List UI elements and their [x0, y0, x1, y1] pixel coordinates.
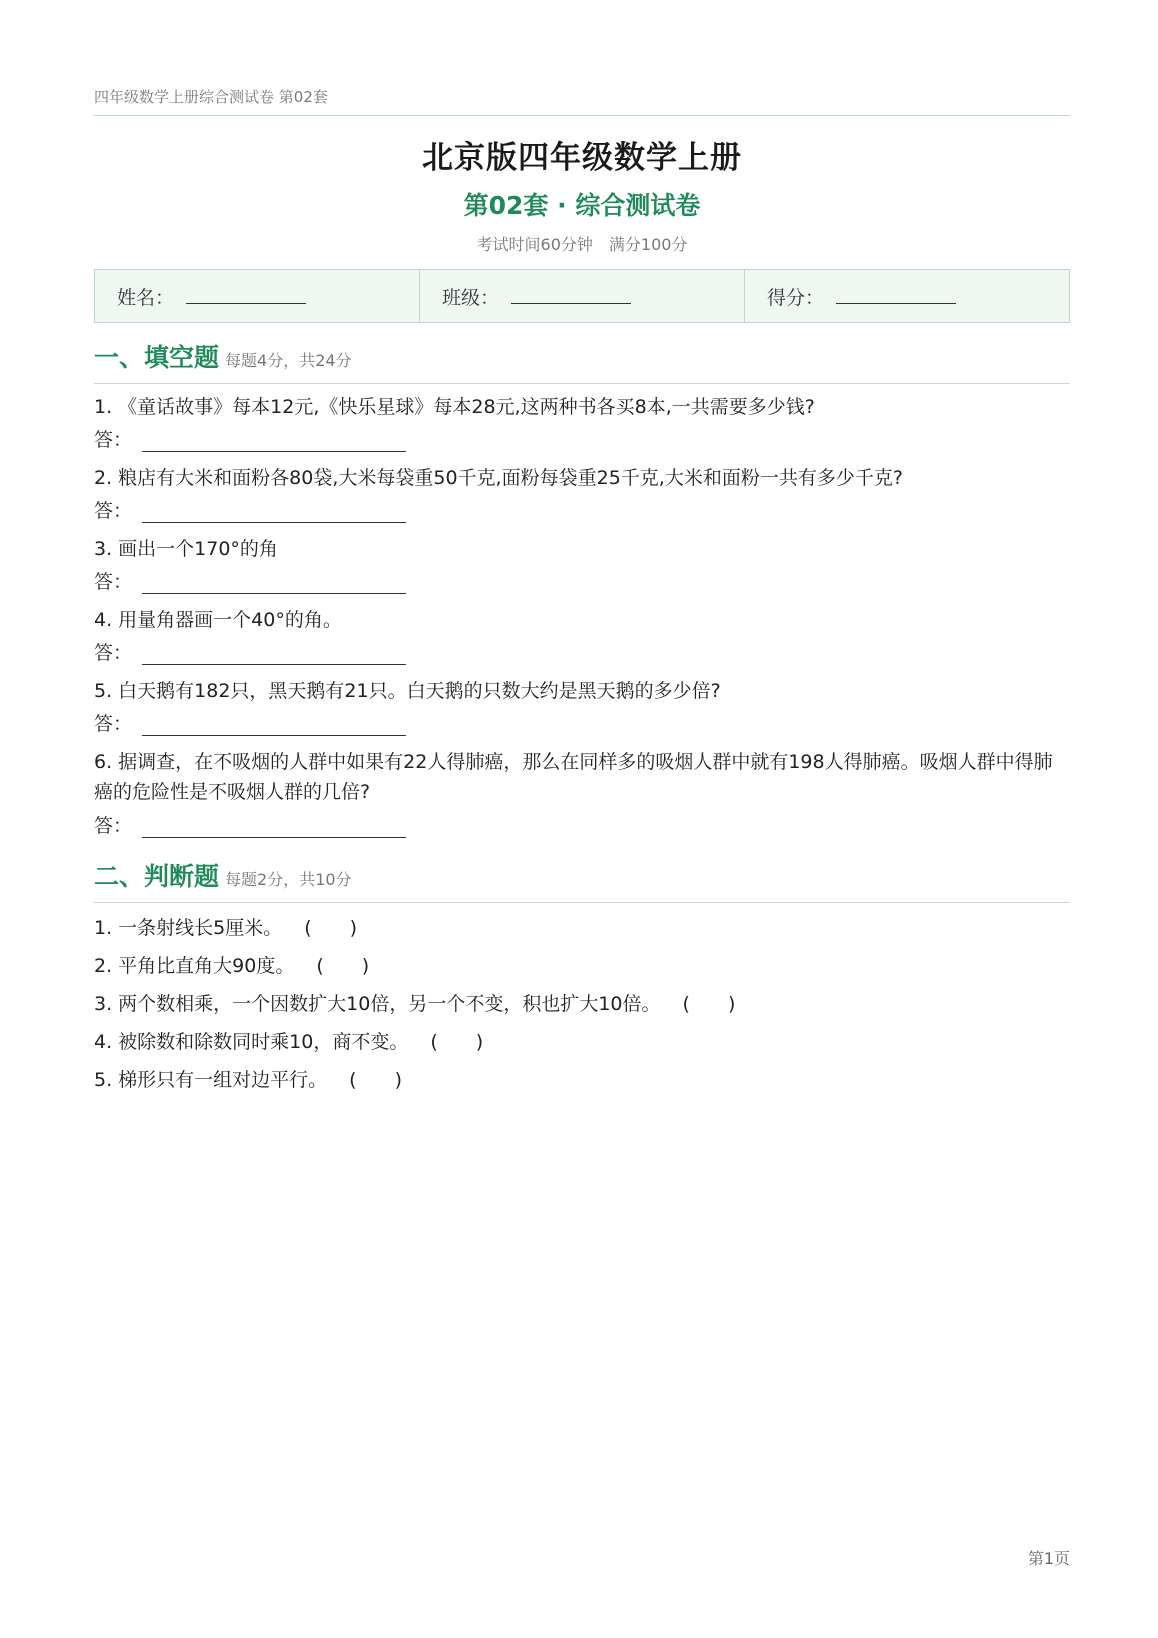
- score-label: 得分：: [767, 286, 825, 309]
- answer-blank: [142, 715, 406, 736]
- score-field: [745, 270, 1069, 322]
- fill-question-1: 1. 《童话故事》每本12元,《快乐星球》每本28元,这两种书各买8本,一共需要多少钱?: [94, 396, 815, 418]
- exam-page: [94, 0, 1070, 1638]
- answer-blank: [142, 502, 406, 523]
- answer-row-1: [94, 422, 406, 452]
- answer-parentheses: ( ): [304, 917, 358, 939]
- tf-question-1: [94, 913, 357, 940]
- class-blank: [511, 289, 631, 304]
- answer-label: 答：: [94, 500, 133, 522]
- tf-question-text: 1. 一条射线长5厘米。: [94, 917, 283, 939]
- answer-row-2: [94, 493, 406, 523]
- page-title: 北京版四年级数学上册: [422, 140, 742, 176]
- tf-question-5: [94, 1065, 402, 1092]
- tf-question-text: 3. 两个数相乘，一个因数扩大10倍，另一个不变，积也扩大10倍。: [94, 993, 661, 1015]
- tf-question-3: [94, 989, 735, 1016]
- section-fill-blank-header: [94, 338, 1070, 374]
- section-title: 一、填空题: [94, 343, 220, 372]
- fill-question-6: 6. 据调查，在不吸烟的人群中如果有22人得肺癌，那么在同样多的吸烟人群中就有198人得肺癌。吸烟人群中得肺癌的危险性是不吸烟人群的几倍?: [94, 751, 1053, 803]
- tf-question-text: 4. 被除数和除数同时乘10，商不变。: [94, 1031, 409, 1053]
- answer-blank: [142, 431, 406, 452]
- answer-parentheses: ( ): [316, 955, 370, 977]
- name-blank: [186, 289, 306, 304]
- tf-question-text: 2. 平角比直角大90度。: [94, 955, 295, 977]
- page-subtitle: 第02套 · 综合测试卷: [463, 191, 701, 220]
- answer-label: 答：: [94, 429, 133, 451]
- section-note: 每题2分，共10分: [225, 870, 352, 889]
- answer-row-6: [94, 808, 406, 838]
- section-divider: [94, 902, 1070, 903]
- tf-question-text: 5. 梯形只有一组对边平行。: [94, 1069, 328, 1091]
- answer-parentheses: ( ): [349, 1069, 402, 1091]
- class-field: [420, 270, 745, 322]
- answer-parentheses: ( ): [430, 1031, 484, 1053]
- running-header: 四年级数学上册综合测试卷 第02套: [94, 88, 328, 106]
- answer-label: 答：: [94, 713, 133, 735]
- answer-row-5: [94, 706, 406, 736]
- class-label: 班级：: [442, 286, 500, 309]
- answer-blank: [142, 644, 406, 665]
- name-field: [95, 270, 420, 322]
- section-divider: [94, 383, 1070, 384]
- fill-question-3: 3. 画出一个170°的角: [94, 538, 278, 560]
- answer-row-4: [94, 635, 406, 665]
- section-true-false-header: [94, 857, 1070, 893]
- answer-label: 答：: [94, 642, 133, 664]
- header-divider: [94, 115, 1070, 116]
- answer-label: 答：: [94, 815, 133, 837]
- answer-blank: [142, 817, 406, 838]
- answer-row-3: [94, 564, 406, 594]
- fill-question-4: 4. 用量角器画一个40°的角。: [94, 609, 342, 631]
- tf-question-2: [94, 951, 369, 978]
- name-label: 姓名：: [117, 286, 175, 309]
- section-note: 每题4分，共24分: [225, 351, 352, 370]
- answer-label: 答：: [94, 571, 133, 593]
- exam-info: [94, 232, 1070, 255]
- tf-question-4: [94, 1027, 483, 1054]
- fill-question-2: 2. 粮店有大米和面粉各80袋,大米每袋重50千克,面粉每袋重25千克,大米和面粉一共有多少千克?: [94, 467, 903, 489]
- page-number: 第1页: [1027, 1549, 1070, 1568]
- exam-time: 考试时间60分钟: [476, 235, 593, 254]
- section-title: 二、判断题: [94, 862, 220, 891]
- fill-question-5: 5. 白天鹅有182只，黑天鹅有21只。白天鹅的只数大约是黑天鹅的多少倍?: [94, 680, 721, 702]
- answer-parentheses: ( ): [682, 993, 736, 1015]
- score-blank: [836, 289, 956, 304]
- answer-blank: [142, 573, 406, 594]
- exam-full-score: 满分100分: [608, 235, 688, 254]
- student-info-box: [94, 269, 1070, 323]
